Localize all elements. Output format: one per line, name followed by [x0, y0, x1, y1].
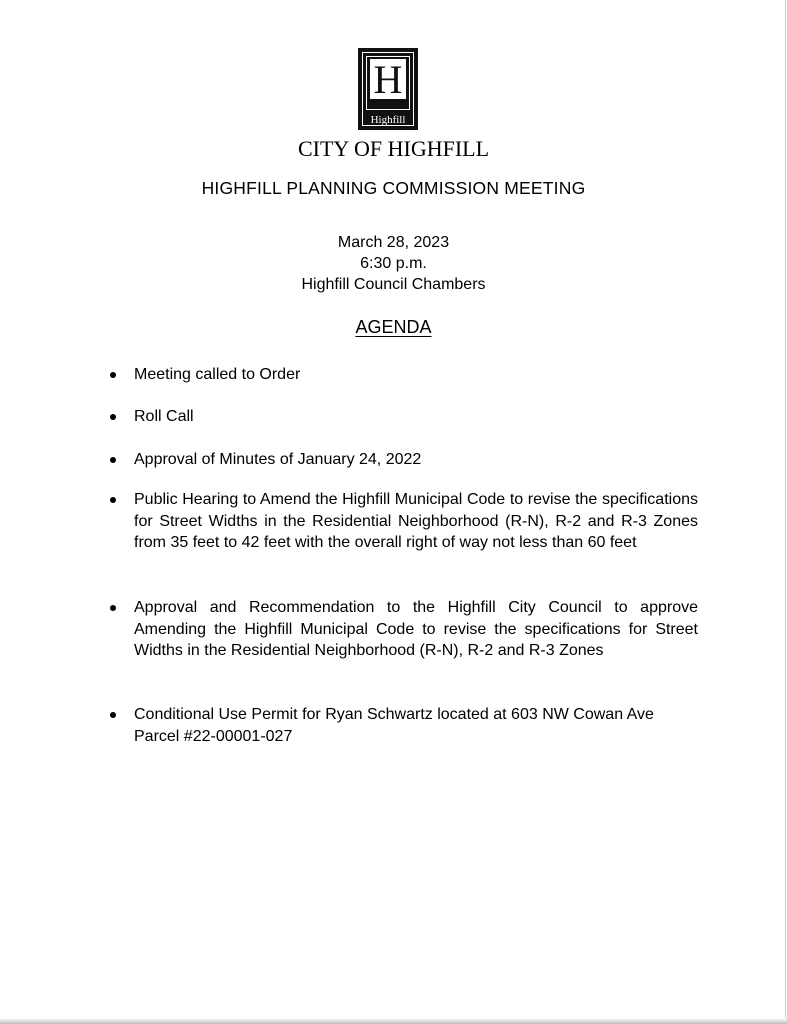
agenda-item: [134, 489, 698, 554]
agenda-item: [134, 597, 698, 662]
bullet-icon: [110, 414, 116, 420]
meeting-time: 6:30 p.m.: [360, 255, 427, 272]
meeting-location: Highfill Council Chambers: [301, 276, 486, 293]
agenda-item-text: Roll Call: [134, 408, 194, 425]
agenda-item-text: Meeting called to Order: [134, 366, 301, 383]
agenda-heading-text: AGENDA: [355, 317, 432, 337]
bullet-icon: [110, 457, 116, 463]
meeting-date: March 28, 2023: [337, 234, 450, 251]
meeting-title: HIGHFILL PLANNING COMMISSION MEETING: [201, 178, 586, 198]
agenda-item-text: Conditional Use Permit for Ryan Schwartz located at 603 NW Cowan Ave: [134, 706, 654, 723]
parcel-number: Parcel #22-00001-027: [134, 727, 293, 745]
agenda-item: [134, 449, 698, 471]
bullet-icon: [110, 712, 116, 718]
logo-letter: H: [370, 59, 406, 99]
agenda-item: [134, 364, 698, 386]
agenda-item: [134, 406, 698, 428]
logo-wordmark: Highfill: [370, 114, 406, 126]
scan-edge-right: [785, 0, 786, 1024]
bullet-icon: [110, 605, 116, 611]
agenda-item-text: Public Hearing to Amend the Highfill Municipal Code to revise the specifications for Street Widths in the Residential Neighborhood (R-N), R-2 and R-3 Zones from 35 feet to 42 feet with the overall right of way not less than 60 feet: [134, 491, 698, 551]
scan-edge-bottom: [0, 1018, 787, 1024]
bullet-icon: [110, 372, 116, 378]
agenda-heading: [0, 316, 787, 338]
bullet-icon: [110, 497, 116, 503]
agenda-item-text: Approval and Recommendation to the Highfill City Council to approve Amending the Highfill Municipal Code to revise the specifications for Street Widths in the Residential Neighborhood (R-N), R-2 and R-3 Zones: [134, 599, 698, 659]
city-title: CITY OF HIGHFILL: [297, 136, 490, 161]
meeting-details: [0, 232, 787, 295]
agenda-item-text: Approval of Minutes of January 24, 2022: [134, 451, 422, 468]
agenda-item: [134, 704, 698, 747]
city-logo: [358, 48, 418, 130]
